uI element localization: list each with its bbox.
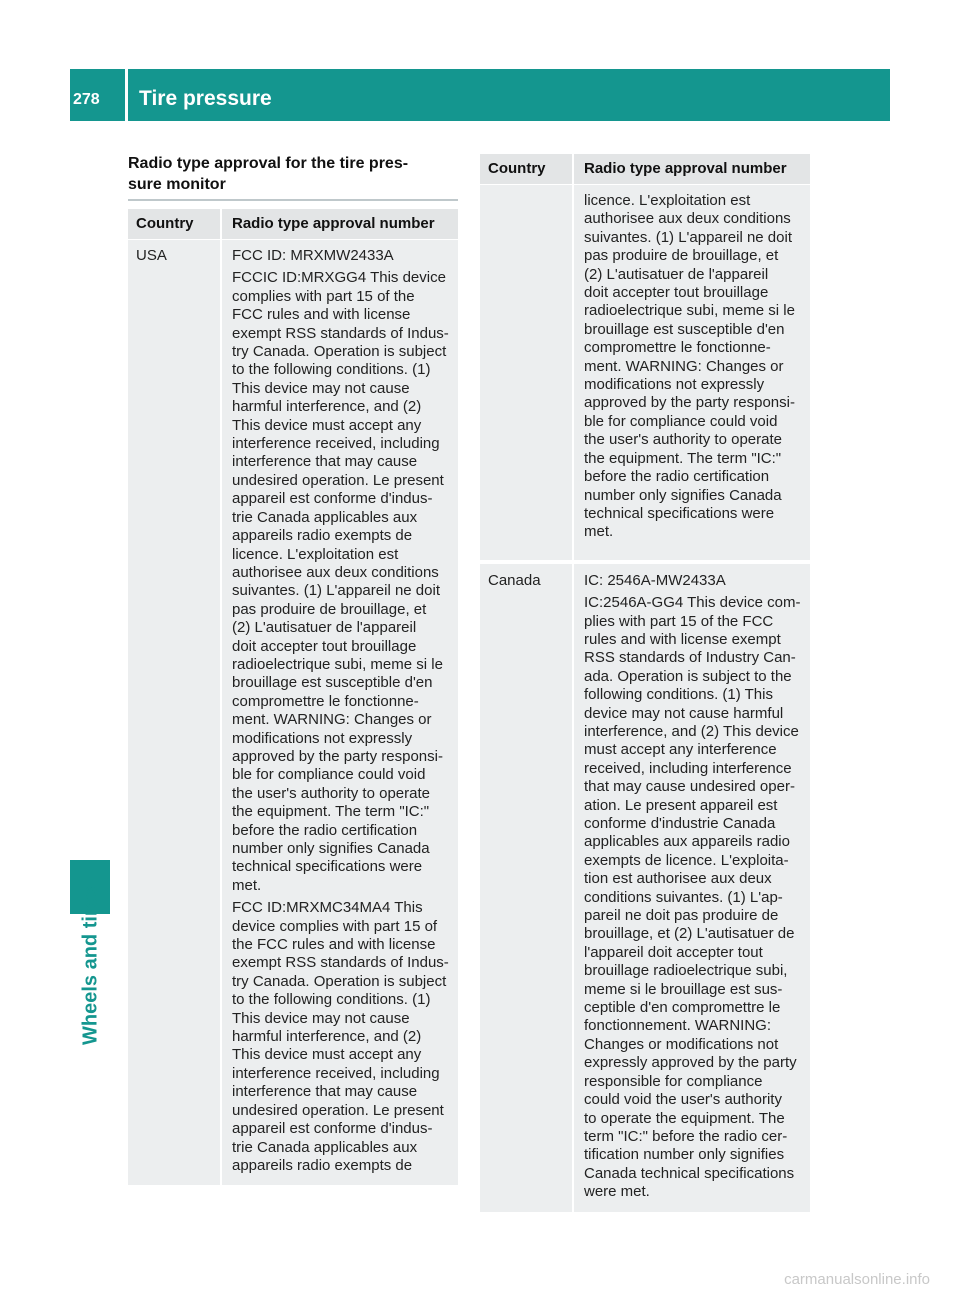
approval-table-right (480, 154, 810, 1215)
text-line: pas produire de brouillage, et (584, 247, 779, 265)
text-line: trie Canada applicables aux (232, 1138, 418, 1156)
approval-table-left (128, 209, 458, 1188)
side-chapter-label: Wheels and tires (79, 886, 102, 1045)
text-line: ceptible d'en compromettre le (584, 999, 781, 1017)
text-line: number only signifies Canada (232, 840, 430, 857)
section-title: Tire pressure (139, 87, 272, 110)
text-line: ment. WARNING: Changes or (584, 357, 784, 375)
country-cell: USA (128, 240, 222, 1185)
text-line: following conditions. (1) This (584, 686, 773, 704)
text-line: doit accepter tout brouillage (584, 284, 769, 302)
text-line: pas produire de brouillage, et (232, 600, 427, 618)
text-line: RSS standards of Industry Can- (584, 649, 796, 667)
text-line: authorisee aux deux conditions (584, 210, 791, 228)
text-line: appareils radio exempts de (232, 527, 413, 545)
table-heading-line: sure monitor (128, 176, 226, 193)
text-line: expressly approved by the party (584, 1054, 797, 1072)
text-line: This device must accept any (232, 416, 422, 434)
text-line: radioelectrique subi, meme si le (584, 302, 795, 320)
column-header-country: Country (128, 209, 222, 239)
text-line: appareils radio exempts de (232, 1156, 413, 1174)
text-line: the equipment. The term "IC:" (232, 803, 430, 821)
text-line: before the radio certification (232, 821, 418, 839)
text-line: met. (232, 876, 262, 894)
text-line: IC:2546A-GG4 This device com- (584, 594, 801, 612)
approval-paragraph (584, 192, 802, 542)
table-row-continued (480, 185, 810, 560)
text-line: the user's authority to operate (584, 431, 782, 449)
text-line: This device may not cause (232, 1009, 410, 1027)
text-line: exempts de licence. L'exploita- (584, 851, 789, 869)
text-line: tion est authorisee aux deux (584, 870, 772, 888)
country-cell: Canada (480, 564, 574, 1212)
country-cell (480, 185, 574, 560)
text-line: interference received, including (232, 1064, 440, 1082)
text-line: brouillage radioelectrique subi, (584, 962, 788, 980)
text-line: modifications not expressly (232, 729, 413, 747)
text-line: the equipment. The term "IC:" (584, 449, 782, 467)
text-line: (2) L'autisatuer de l'appareil (232, 619, 417, 637)
text-line: ble for compliance could void (232, 766, 426, 784)
table-heading (128, 153, 458, 195)
text-line: IC: 2546A-MW2433A (584, 571, 726, 589)
text-line: FCC rules and with license (232, 306, 411, 324)
approval-cell (222, 240, 458, 1185)
text-line: ment. WARNING: Changes or (232, 711, 432, 729)
text-line: suivantes. (1) L'appareil ne doit (232, 582, 440, 600)
text-line: meme si le brouillage est sus- (584, 980, 783, 998)
text-line: FCCIC ID:MRXGG4 This device (232, 269, 446, 287)
text-line: compromettre le fonctionne- (584, 339, 771, 357)
text-line: trie Canada applicables aux (232, 508, 418, 526)
text-line: authorisee aux deux conditions (232, 563, 439, 581)
text-line: appareil est conforme d'indus- (232, 490, 433, 508)
text-line: were met. (584, 1183, 650, 1201)
text-line: doit accepter tout brouillage (232, 637, 417, 655)
text-line: fonctionnement. WARNING: (584, 1017, 772, 1035)
text-line: exempt RSS standards of Indus- (232, 324, 449, 342)
text-line: radioelectrique subi, meme si le (232, 655, 443, 673)
text-line: plies with part 15 of the FCC (584, 612, 774, 630)
text-line: suivantes. (1) L'appareil ne doit (584, 228, 792, 246)
text-line: l'appareil doit accepter tout (584, 943, 763, 961)
text-line: complies with part 15 of the (232, 287, 415, 305)
text-line: applicables aux appareils radio (584, 833, 790, 851)
text-line: could void the user's authority (584, 1091, 782, 1109)
text-line: (2) L'autisatuer de l'appareil (584, 265, 769, 283)
heading-rule (128, 199, 458, 201)
text-line: that may cause undesired oper- (584, 778, 795, 796)
text-line: term "IC:" before the radio cer- (584, 1127, 788, 1145)
text-line: undesired operation. Le present (232, 1101, 444, 1119)
text-line: technical specifications were (232, 858, 423, 876)
text-line: conditions suivantes. (1) L'ap- (584, 888, 783, 906)
approval-paragraph (584, 594, 802, 1201)
text-line: try Canada. Operation is subject (232, 343, 447, 361)
column-header-country: Country (480, 154, 574, 184)
table-heading-line: Radio type approval for the tire pres- (128, 155, 409, 172)
text-line: approved by the party responsi- (584, 394, 795, 412)
text-line: number only signifies Canada (584, 486, 782, 504)
text-line: ation. Le present appareil est (584, 796, 778, 814)
text-line: brouillage, et (2) L'autisatuer de (584, 925, 795, 943)
text-line: the user's authority to operate (232, 784, 430, 802)
table-header-row (480, 154, 810, 184)
text-line: brouillage est susceptible d'en (232, 674, 433, 692)
watermark: carmanualsonline.info (784, 1271, 930, 1288)
text-line: interference that may cause (232, 1083, 418, 1101)
text-line: must accept any interference (584, 741, 777, 759)
text-line: appareil est conforme d'indus- (232, 1120, 433, 1138)
approval-paragraph (232, 269, 450, 895)
text-line: tification number only signifies (584, 1146, 785, 1164)
text-line: FCC ID:MRXMC34MA4 This (232, 899, 423, 917)
text-line: to the following conditions. (1) (232, 991, 431, 1009)
header-divider (125, 69, 128, 121)
text-line: device complies with part 15 of (232, 917, 438, 935)
text-line: met. (584, 523, 614, 541)
text-line: device may not cause harmful (584, 704, 784, 722)
text-line: ada. Operation is subject to the (584, 667, 792, 685)
table-header-row (128, 209, 458, 239)
text-line: undesired operation. Le present (232, 471, 444, 489)
text-line: modifications not expressly (584, 376, 765, 394)
text-line: brouillage est susceptible d'en (584, 320, 785, 338)
text-line: conforme d'industrie Canada (584, 815, 776, 832)
text-line: ble for compliance could void (584, 412, 778, 430)
approval-cell (574, 185, 810, 560)
approval-cell (574, 564, 810, 1212)
text-line: Changes or modifications not (584, 1035, 779, 1053)
text-line: received, including interference (584, 759, 792, 777)
text-line: compromettre le fonctionne- (232, 692, 419, 710)
text-line: interference received, including (232, 435, 440, 453)
approval-paragraph (584, 572, 802, 590)
text-line: technical specifications were (584, 504, 775, 522)
table-row-canada (480, 564, 810, 1212)
text-line: This device may not cause (232, 379, 410, 397)
column-header-approval: Radio type approval number (584, 160, 787, 177)
text-line: interference, and (2) This device (584, 722, 799, 740)
page-number: 278 (73, 91, 100, 108)
column-header-approval: Radio type approval number (232, 215, 435, 232)
text-line: before the radio certification (584, 468, 770, 486)
text-line: harmful interference, and (2) (232, 1028, 422, 1046)
text-line: interference that may cause (232, 453, 418, 471)
text-line: Canada technical specifications (584, 1164, 795, 1182)
text-line: licence. L'exploitation est (232, 545, 399, 563)
text-line: harmful interference, and (2) (232, 398, 422, 416)
text-line: exempt RSS standards of Indus- (232, 954, 449, 972)
text-line: approved by the party responsi- (232, 747, 443, 765)
text-line: rules and with license exempt (584, 630, 781, 648)
text-line: the FCC rules and with license (232, 936, 436, 954)
approval-paragraph (232, 247, 450, 265)
text-line: This device must accept any (232, 1046, 422, 1064)
text-line: responsible for compliance (584, 1072, 763, 1090)
table-row-usa (128, 240, 458, 1185)
text-line: try Canada. Operation is subject (232, 972, 447, 990)
approval-paragraph (232, 899, 450, 1175)
text-line: FCC ID: MRXMW2433A (232, 247, 394, 264)
text-line: licence. L'exploitation est (584, 192, 751, 209)
text-line: to the following conditions. (1) (232, 361, 431, 379)
text-line: pareil ne doit pas produire de (584, 907, 779, 925)
text-line: to operate the equipment. The (584, 1109, 785, 1127)
